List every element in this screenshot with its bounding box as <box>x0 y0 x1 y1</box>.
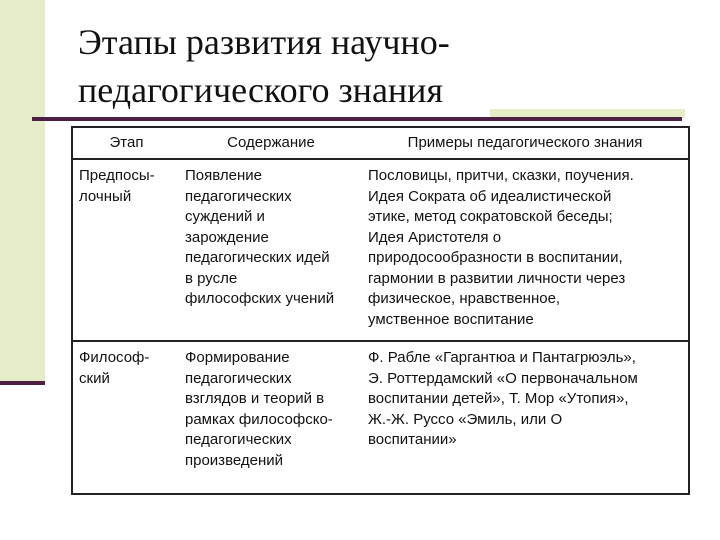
cell-examples: Ф. Рабле «Гаргантюа и Пантагрюэль», Э. Роттердамский «О первоначальном воспитании детей», Т. Мор «Утопия», Ж.-Ж. Руссо «Эмиль, или О воспитании» <box>368 349 638 448</box>
cell-content: Появление педагогических суждений и зарождение педагогических идей в русле философских учений <box>180 159 362 341</box>
cell-content: Формирование педагогических взглядов и теорий в рамках философско- педагогических произведений <box>185 349 333 469</box>
stages-table <box>71 126 690 495</box>
cell-examples: Пословицы, притчи, сказки, поучения. Идея Сократа об идеалистической этике, метод сократовской беседы; Идея Аристотеля о природосообразности в воспитании, гармонии в развитии личности через физическое, нравственное, умственное воспитание <box>362 159 689 341</box>
header-stage: Этап <box>72 127 180 159</box>
slide-title <box>78 18 698 114</box>
title-underline <box>32 117 682 121</box>
title-line-2: педагогического знания <box>78 70 444 110</box>
decorative-side-accent <box>0 381 45 385</box>
header-content: Содержание <box>180 127 362 159</box>
table-header-row <box>72 127 689 159</box>
decorative-side-bar <box>0 0 45 382</box>
cell-stage: Предпосы- лочный <box>72 159 180 341</box>
table-row <box>72 159 689 341</box>
table-row <box>72 341 689 494</box>
title-line-1: Этапы развития научно- <box>78 22 450 62</box>
cell-stage: Философ- ский <box>79 349 150 387</box>
header-examples: Примеры педагогического знания <box>362 127 689 159</box>
